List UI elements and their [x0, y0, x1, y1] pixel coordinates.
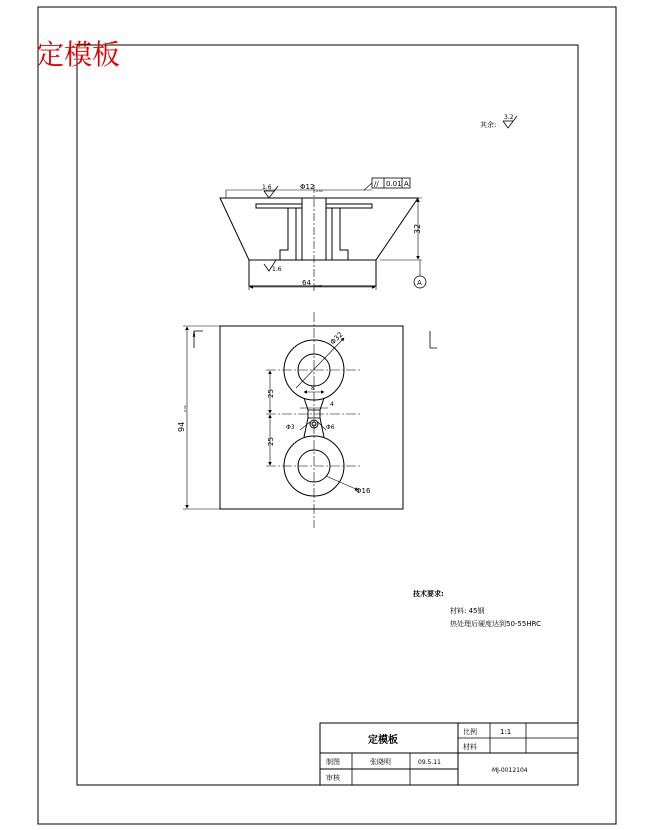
roughness-top-value: 1.6 [262, 184, 272, 191]
tech-note-line: 材料: 45钢 [450, 607, 485, 615]
height-dim-32: 32 [413, 223, 422, 234]
roughness-note-label: 其余: [480, 121, 497, 129]
section-arrow-left-icon [194, 331, 203, 348]
dim-4: 4 [330, 401, 334, 408]
roughness-note [480, 114, 517, 129]
dia-3: Φ3 [286, 424, 295, 431]
tech-notes [412, 589, 541, 628]
width-dim-tol: -0.02 [314, 284, 322, 288]
section-view [220, 178, 426, 292]
part-name: 定模板 [368, 735, 398, 746]
title-block [320, 723, 578, 785]
drafter-name: 张晓明 [370, 758, 391, 766]
height-dim-94: 94 [177, 421, 186, 432]
diameter-top-tol: -0.02 [315, 189, 323, 193]
diameter-top-value: Φ12 [300, 183, 315, 191]
dim-25-lower: 25 [267, 437, 275, 446]
section-view-text [262, 180, 422, 288]
tech-note-line: 热处理后硬度达到50-55HRC [450, 620, 542, 628]
section-outline [220, 198, 418, 286]
outer-frame [38, 7, 616, 824]
tech-notes-heading: 技术要求: [413, 590, 444, 598]
title-block-text [326, 727, 528, 782]
drafter-label: 制图 [326, 758, 340, 766]
inner-frame [77, 45, 578, 785]
width-dim-64: 64 [302, 279, 311, 287]
dim-8: 8 [311, 385, 315, 392]
height-dim-94-tol: -0.02 [183, 405, 187, 413]
material-label: 材料 [463, 743, 477, 751]
dia-6: Φ6 [326, 424, 335, 431]
dim-25-upper: 25 [267, 389, 275, 398]
roughness-note-value: 3.2 [504, 114, 514, 121]
datum-label: A [417, 279, 422, 287]
gdt-symbol: // [374, 180, 379, 188]
bottom-roughness-value: 1.6 [272, 266, 282, 273]
drawing-date: 09.5.11 [418, 759, 441, 766]
gdt-value: 0.01 [386, 180, 402, 188]
scale-value: 1:1 [500, 728, 512, 736]
checker-label: 审核 [326, 774, 340, 782]
scale-label: 比例 [463, 728, 477, 736]
corner-title: 定模板 [36, 38, 121, 71]
dia-16: Φ16 [356, 487, 371, 495]
section-arrow-right-icon [430, 331, 437, 348]
drawing-number: MJ-0012104 [492, 767, 528, 774]
plan-view [183, 312, 437, 528]
plan-view-text [177, 331, 371, 495]
gdt-datum: A [404, 180, 409, 188]
dia-32: Φ32 [328, 330, 345, 347]
